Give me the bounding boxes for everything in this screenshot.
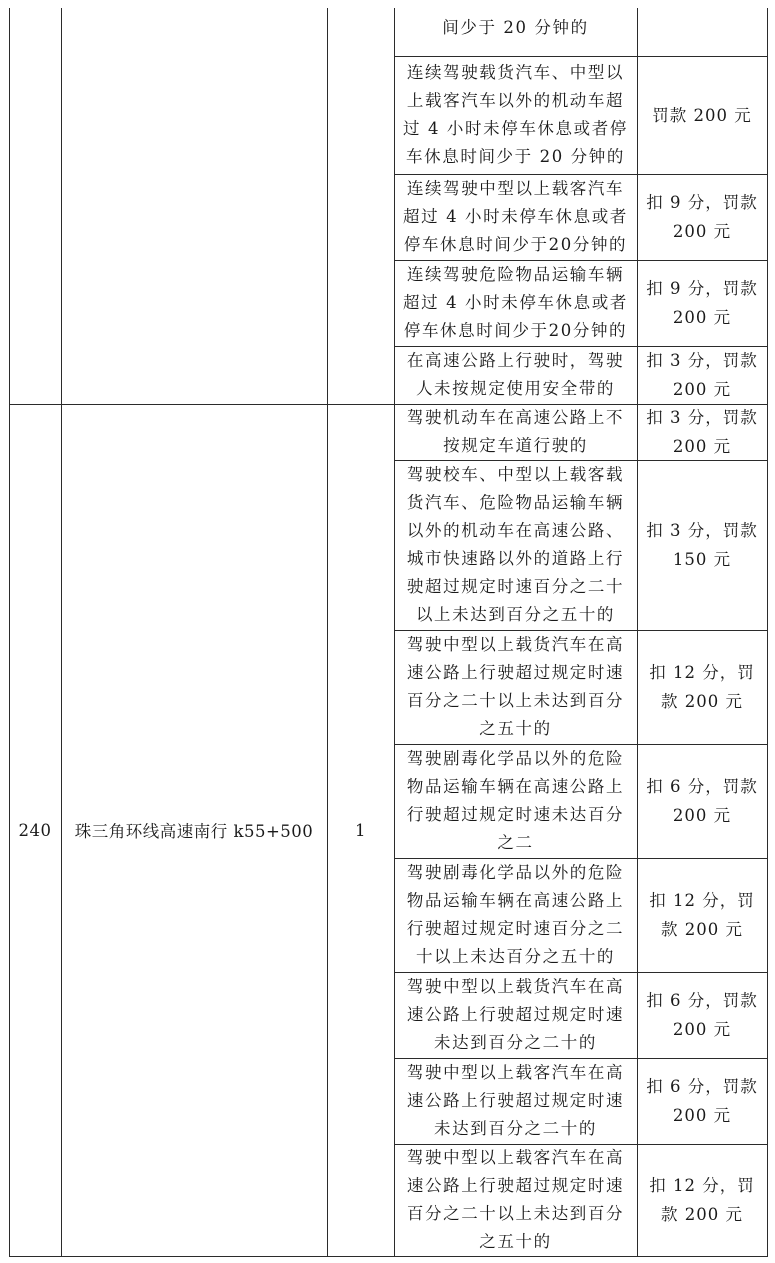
description-cell (394, 744, 637, 858)
description-text: 驾驶剧毒化学品以外的危险物品运输车辆在高速公路上行驶超过规定时速百分之二十以上未达百分之五十的 (406, 863, 625, 966)
penalty-cell (637, 972, 767, 1058)
table-border-bottom (9, 1256, 768, 1257)
penalty-text: 扣 3 分，罚款 200 元 (646, 351, 758, 399)
description-cell (394, 404, 637, 460)
penalty-cell (637, 8, 767, 56)
row-number-cell (9, 404, 61, 1256)
row-divider (394, 460, 768, 461)
penalty-cell (637, 346, 767, 404)
row-divider (394, 174, 768, 175)
description-text: 驾驶中型以上载货汽车在高速公路上行驶超过规定时速未达到百分之二十的 (406, 977, 625, 1052)
description-text: 连续驾驶危险物品运输车辆超过 4 小时未停车休息或者停车休息时间少于20分钟的 (403, 265, 628, 340)
description-text: 连续驾驶载货汽车、中型以上载客汽车以外的机动车超过 4 小时未停车休息或者停车休息时间少于 20 分钟的 (403, 63, 628, 166)
row-divider (394, 1144, 768, 1145)
penalty-cell (637, 858, 767, 972)
table-border-right (767, 8, 768, 1257)
description-cell (394, 346, 637, 404)
table-border-left (9, 8, 10, 1257)
row-divider (394, 858, 768, 859)
row-number: 240 (18, 820, 52, 840)
description-cell (394, 460, 637, 630)
count-cell (327, 404, 394, 1256)
penalty-text: 扣 12 分，罚款 200 元 (649, 663, 755, 711)
description-text: 驾驶剧毒化学品以外的危险物品运输车辆在高速公路上行驶超过规定时速未达百分之二 (406, 749, 625, 852)
description-cell (394, 260, 637, 346)
penalty-cell (637, 744, 767, 858)
row-divider (394, 744, 768, 745)
description-cell (394, 858, 637, 972)
description-cell (394, 1058, 637, 1144)
row-divider (394, 260, 768, 261)
description-text: 驾驶校车、中型以上载客载货汽车、危险物品运输车辆以外的机动车在高速公路、城市快速路以外的道路上行驶超过规定时速百分之二十以上未达到百分之五十的 (406, 465, 625, 624)
description-cell (394, 56, 637, 174)
location-text: 珠三角环线高速南行 k55+500 (74, 822, 314, 841)
column-divider (637, 8, 638, 1257)
description-text: 在高速公路上行驶时，驾驶人未按规定使用安全带的 (406, 351, 625, 398)
penalty-cell (637, 56, 767, 174)
row-divider (394, 1058, 768, 1059)
description-text: 驾驶机动车在高速公路上不按规定车道行驶的 (406, 408, 625, 455)
penalty-cell (637, 174, 767, 260)
penalty-text: 扣 6 分，罚款 200 元 (646, 1077, 758, 1125)
penalty-text: 扣 9 分，罚款 200 元 (646, 193, 758, 241)
penalty-text: 扣 12 分，罚款 200 元 (649, 891, 755, 939)
description-cell (394, 174, 637, 260)
penalty-text: 扣 12 分，罚款 200 元 (649, 1176, 755, 1224)
row-divider (394, 346, 768, 347)
description-cell (394, 630, 637, 744)
count-text: 1 (355, 820, 366, 840)
description-cell (394, 972, 637, 1058)
penalty-cell (637, 260, 767, 346)
penalty-text: 扣 3 分，罚款 150 元 (646, 521, 758, 569)
column-divider (394, 8, 395, 1257)
penalty-cell (637, 1058, 767, 1144)
description-text: 驾驶中型以上载客汽车在高速公路上行驶超过规定时速未达到百分之二十的 (406, 1063, 625, 1138)
penalty-text: 扣 6 分，罚款 200 元 (646, 991, 758, 1039)
penalty-cell (637, 460, 767, 630)
penalty-text: 扣 3 分，罚款 200 元 (646, 408, 758, 456)
row-divider (394, 972, 768, 973)
description-text: 间少于 20 分钟的 (442, 18, 589, 37)
group-divider (9, 404, 768, 405)
description-text: 驾驶中型以上载货汽车在高速公路上行驶超过规定时速百分之二十以上未达到百分之五十的 (406, 635, 625, 738)
location-cell (61, 404, 327, 1256)
penalty-cell (637, 630, 767, 744)
penalty-text: 扣 9 分，罚款 200 元 (646, 279, 758, 327)
row-divider (394, 630, 768, 631)
description-text: 连续驾驶中型以上载客汽车超过 4 小时未停车休息或者停车休息时间少于20分钟的 (403, 179, 628, 254)
penalty-cell (637, 404, 767, 460)
penalty-text: 罚款 200 元 (652, 105, 752, 125)
description-cell (394, 8, 637, 56)
row-divider (394, 56, 768, 57)
column-divider (327, 8, 328, 1257)
description-text: 驾驶中型以上载客汽车在高速公路上行驶超过规定时速百分之二十以上未达到百分之五十的 (406, 1148, 625, 1251)
column-divider (61, 8, 62, 1257)
description-cell (394, 1144, 637, 1256)
penalty-cell (637, 1144, 767, 1256)
penalty-text: 扣 6 分，罚款 200 元 (646, 777, 758, 825)
